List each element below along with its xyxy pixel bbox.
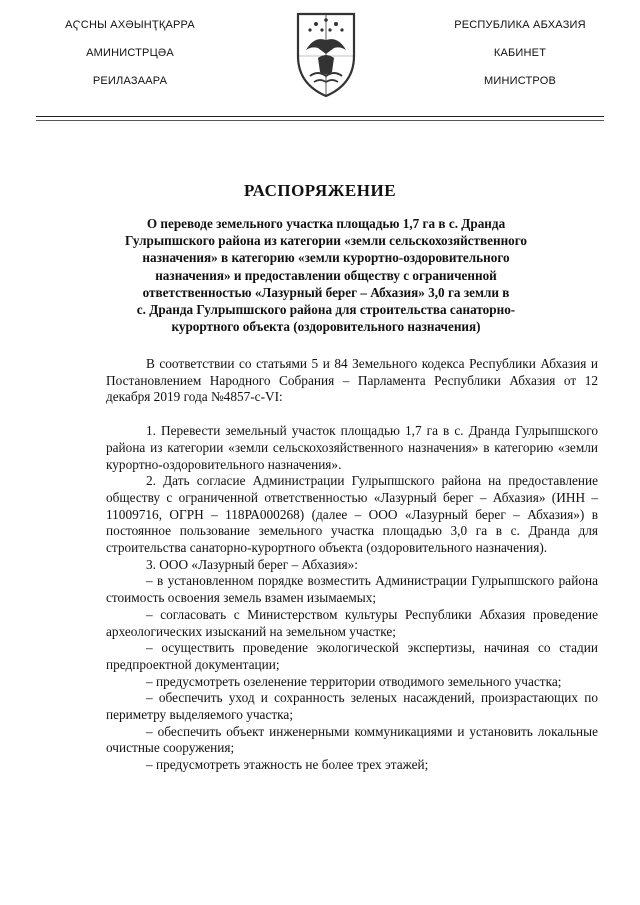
subitem-paragraph: – в установленном порядке возместить Администрации Гулрыпшского района стоимость освоения земель взамен изымаемых; bbox=[106, 573, 598, 606]
item-2-paragraph: 2. Дать согласие Администрации Гулрыпшского района на предоставление обществу с ограниченной ответственностью «Лазурный берег – Абхазия» (ИНН – 11009716, ОГРН – 118РА000268) (далее – ООО «Лазурный берег – Абхазия») в постоянное пользование земельного участка площадью 3,0 га в с. Дранда для строительства санаторно-курортного объекта (оздоровительного назначения). bbox=[106, 473, 598, 556]
header-divider-thin bbox=[36, 120, 604, 121]
item-3-paragraph: 3. ООО «Лазурный берег – Абхазия»: bbox=[146, 556, 358, 572]
header-divider-thick bbox=[36, 116, 604, 117]
header-russian-line-3: МИНИСТРОВ bbox=[483, 75, 556, 87]
header-abkhaz bbox=[40, 18, 220, 102]
preamble-paragraph: В соответствии со статьями 5 и 84 Земельного кодекса Республики Абхазия и Постановлением Народного Собрания – Парламента Республики Абхазия от 12 декабря 2019 года №4857-с-VI: bbox=[106, 356, 598, 405]
subject-line: назначения» в категорию «земли курортно-оздоровительного bbox=[142, 250, 510, 266]
subitem-paragraph: – обеспечить объект инженерными коммуникациями и установить локальные очистные сооружения; bbox=[106, 723, 598, 756]
subject-line: Гулрыпшского района из категории «земли сельскохозяйственного bbox=[124, 233, 528, 249]
header-abkhaz-line-1: АҀСНЫ АХӘЫНҬҚАРРА bbox=[65, 19, 195, 31]
abkhazia-state-emblem-icon bbox=[296, 10, 356, 98]
subitem-paragraph: – обеспечить уход и сохранность зеленых насаждений, произрастающих по периметру выделяемого участка; bbox=[106, 690, 598, 723]
header-russian-line-1: РЕСПУБЛИКА АБХАЗИЯ bbox=[454, 19, 586, 31]
subject-line: с. Дранда Гулрыпшского района для строительства санаторно- bbox=[136, 302, 516, 318]
item-1-paragraph: 1. Перевести земельный участок площадью 1,7 га в с. Дранда Гулрыпшского района из категории «земли сельскохозяйственного назначения» в категорию «земли курортно-оздоровительного назначения». bbox=[106, 423, 598, 472]
header-russian bbox=[430, 18, 610, 102]
document-title: РАСПОРЯЖЕНИЕ bbox=[243, 181, 397, 200]
subitem-paragraph: – предусмотреть этажность не более трех этажей; bbox=[146, 757, 429, 773]
subitem-paragraph: – осуществить проведение экологической экспертизы, начиная со стадии предпроектной документации; bbox=[106, 640, 598, 672]
subject-line: О переводе земельного участка площадью 1,7 га в с. Дранда bbox=[146, 216, 506, 231]
header-russian-line-2: КАБИНЕТ bbox=[493, 47, 547, 59]
subitem-paragraph: – предусмотреть озеленение территории отводимого земельного участка; bbox=[146, 673, 562, 689]
subject-line: курортного объекта (оздоровительного назначения) bbox=[171, 319, 481, 335]
header-abkhaz-line-2: АМИНИСТРЦӘА bbox=[86, 47, 174, 59]
subject-line: ответственностью «Лазурный берег – Абхазия» 3,0 га земли в bbox=[142, 284, 510, 300]
document-body bbox=[106, 356, 598, 774]
subject-line: назначения» и предоставлении обществу с ограниченной bbox=[155, 267, 497, 283]
document-subject bbox=[96, 215, 556, 335]
header-abkhaz-line-3: РЕИЛАЗААРА bbox=[92, 75, 168, 87]
subitem-paragraph: – согласовать с Министерством культуры Республики Абхазия проведение археологических изысканий на земельном участке; bbox=[106, 606, 598, 639]
